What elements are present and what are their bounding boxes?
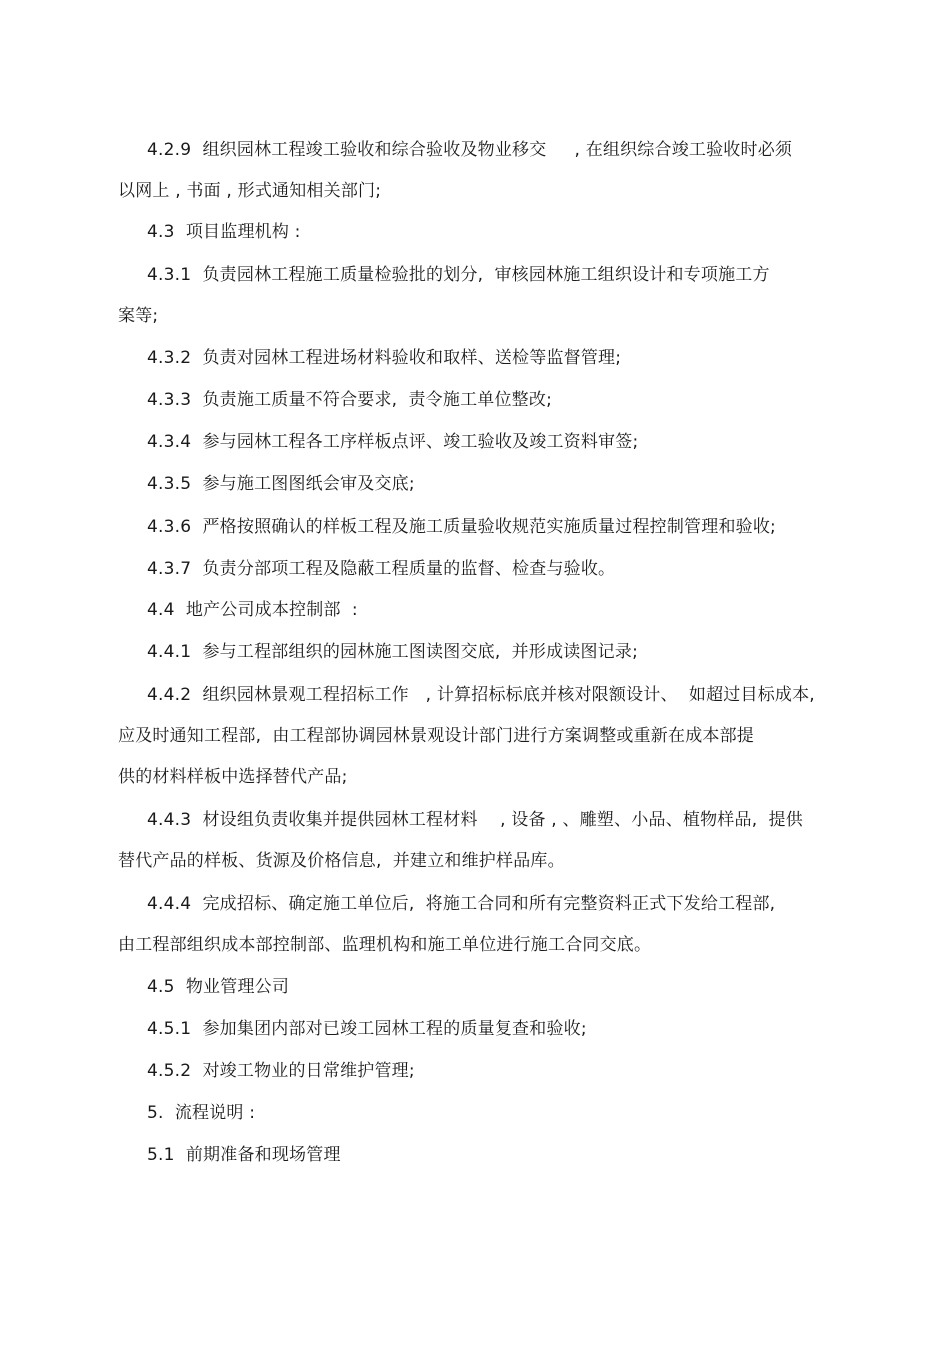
- heading-4-4: 4.4 地产公司成本控制部 :: [147, 600, 358, 620]
- text-line-4-3-3: 4.3.3 负责施工质量不符合要求, 责令施工单位整改;: [147, 390, 553, 410]
- text-line-4-2-9: 4.2.9 组织园林工程竣工验收和综合验收及物业移交 , 在组织综合竣工验收时必须: [147, 140, 793, 160]
- text-line-4-3-7: 4.3.7 负责分部项工程及隐蔽工程质量的监督、检查与验收。: [147, 559, 616, 579]
- text-line-4-4-2-cont-1: 应及时通知工程部, 由工程部协调园林景观设计部门进行方案调整或重新在成本部提: [118, 726, 755, 746]
- text-line-4-5-2: 4.5.2 对竣工物业的日常维护管理;: [147, 1061, 415, 1081]
- text-line-4-4-1: 4.4.1 参与工程部组织的园林施工图读图交底, 并形成读图记录;: [147, 642, 639, 662]
- text-line-4-3-4: 4.3.4 参与园林工程各工序样板点评、竣工验收及竣工资料审签;: [147, 432, 639, 452]
- text-line-4-4-2-cont-2: 供的材料样板中选择替代产品;: [118, 767, 348, 787]
- heading-5: 5. 流程说明 :: [147, 1103, 256, 1123]
- text-line-4-5-1: 4.5.1 参加集团内部对已竣工园林工程的质量复查和验收;: [147, 1019, 587, 1039]
- text-line-4-4-3: 4.4.3 材设组负责收集并提供园林工程材料 , 设备 , 、雕塑、小品、植物样品, 提供: [147, 810, 803, 830]
- text-line-4-3-6: 4.3.6 严格按照确认的样板工程及施工质量验收规范实施质量过程控制管理和验收;: [147, 517, 776, 537]
- text-line-4-3-5: 4.3.5 参与施工图图纸会审及交底;: [147, 474, 415, 494]
- text-line-4-4-4-cont: 由工程部组织成本部控制部、监理机构和施工单位进行施工合同交底。: [118, 935, 652, 955]
- text-line-4-3-1: 4.3.1 负责园林工程施工质量检验批的划分, 审核园林施工组织设计和专项施工方: [147, 265, 770, 285]
- heading-4-3: 4.3 项目监理机构 :: [147, 222, 301, 242]
- text-line-4-4-2: 4.4.2 组织园林景观工程招标工作 , 计算招标标底并核对限额设计、 如超过目标成本,: [147, 685, 815, 705]
- text-line-4-3-2: 4.3.2 负责对园林工程进场材料验收和取样、送检等监督管理;: [147, 348, 622, 368]
- text-line-4-3-1-cont: 案等;: [118, 306, 159, 326]
- text-line-4-2-9-cont: 以网上 , 书面 , 形式通知相关部门;: [118, 181, 382, 201]
- heading-4-5: 4.5 物业管理公司: [147, 977, 290, 997]
- text-line-4-4-4: 4.4.4 完成招标、确定施工单位后, 将施工合同和所有完整资料正式下发给工程部,: [147, 894, 776, 914]
- heading-5-1: 5.1 前期准备和现场管理: [147, 1145, 341, 1165]
- text-line-4-4-3-cont: 替代产品的样板、货源及价格信息, 并建立和维护样品库。: [118, 851, 565, 871]
